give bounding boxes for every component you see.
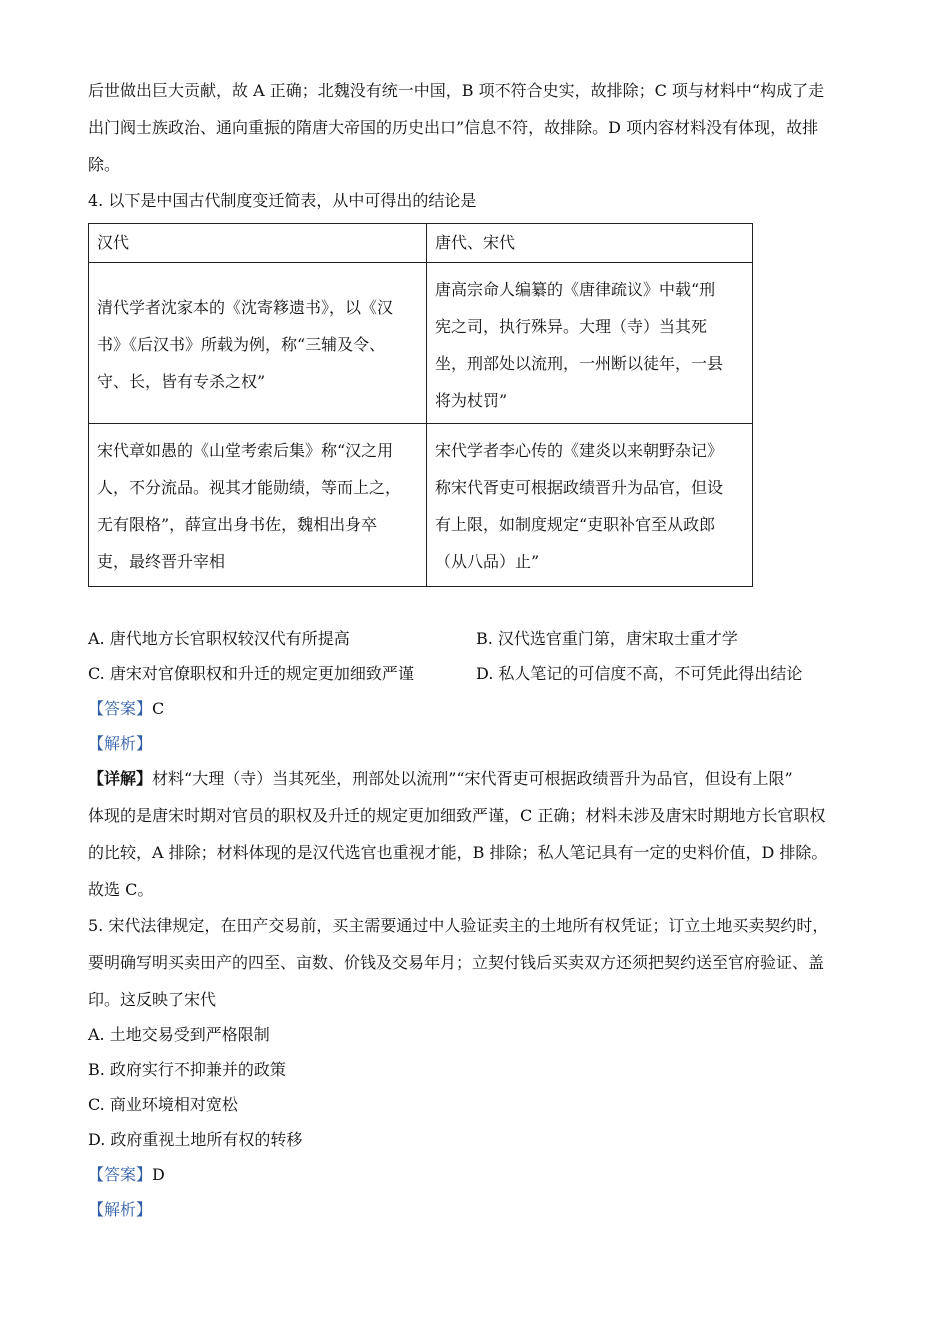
table-cell-han-1	[89, 263, 427, 424]
cell-line: 唐高宗命人编纂的《唐律疏议》中载“刑	[435, 280, 716, 299]
q5-analysis-tag: 【解析】	[88, 1200, 153, 1219]
detail-tag: 【详解】	[88, 769, 153, 788]
table-header-tang-song: 唐代、宋代	[427, 224, 753, 263]
cell-line: 有上限，如制度规定“吏职补官至从政郎	[435, 515, 716, 534]
cell-line: 书》《后汉书》所载为例，称“三辅及令、	[97, 335, 386, 354]
q4-answer	[88, 697, 868, 721]
detail-text: 材料“大理（寺）当其死坐，刑部处以流刑”“宋代胥吏可根据政绩晋升为品官，但设有上限”	[152, 769, 793, 788]
table-cell-tang-song-1	[427, 263, 753, 424]
q5-stem-line-3: 印。这反映了宋代	[88, 990, 217, 1009]
q4-comparison-table	[88, 223, 753, 587]
q4-option-d: D. 私人笔记的可信度不高，不可凭此得出结论	[476, 664, 803, 683]
q4-stem: 4. 以下是中国古代制度变迁简表，从中可得出的结论是	[88, 191, 477, 210]
intro-line-2: 出门阀士族政治、通向重振的隋唐大帝国的历史出口”信息不符，故排除。D 项内容材料没有体现，故排	[88, 118, 819, 137]
q5-option-b: B. 政府实行不抑兼并的政策	[88, 1060, 286, 1079]
q4-option-a: A. 唐代地方长官职权较汉代有所提高	[88, 629, 350, 648]
q4-detail-line-1	[88, 767, 868, 791]
q5-stem-line-2: 要明确写明买卖田产的四至、亩数、价钱及交易年月；立契付钱后买卖双方还须把契约送至官府验证、盖	[88, 953, 825, 972]
q4-detail-line-4: 故选 C。	[88, 880, 154, 899]
answer-value: D	[152, 1165, 165, 1184]
table-header-han: 汉代	[89, 224, 427, 263]
q5-answer	[88, 1163, 868, 1187]
cell-line: 将为杖罚”	[435, 391, 508, 410]
cell-line: 称宋代胥吏可根据政绩晋升为品官，但设	[435, 478, 724, 497]
cell-line: 宋代学者李心传的《建炎以来朝野杂记》	[435, 441, 724, 460]
cell-line: 吏，最终晋升宰相	[97, 552, 226, 571]
intro-line-1: 后世做出巨大贡献，故 A 正确；北魏没有统一中国，B 项不符合史实，故排除；C 项与材料中“构成了走	[88, 81, 825, 100]
q4-detail-line-3: 的比较，A 排除；材料体现的是汉代选官也重视才能，B 排除；私人笔记具有一定的史料价值，D 排除。	[88, 843, 828, 862]
table-row	[89, 424, 753, 587]
q5-option-d: D. 政府重视土地所有权的转移	[88, 1130, 303, 1149]
cell-line: 无有限格”，薛宣出身书佐，魏相出身卒	[97, 515, 378, 534]
cell-line: 清代学者沈家本的《沈寄簃遗书》，以《汉	[97, 298, 394, 317]
q4-detail-line-2: 体现的是唐宋时期对官员的职权及升迁的规定更加细致严谨，C 正确；材料未涉及唐宋时期地方长官职权	[88, 806, 826, 825]
q4-option-b: B. 汉代选官重门第，唐宋取士重才学	[476, 629, 738, 648]
cell-line: （从八品）止”	[435, 552, 540, 571]
cell-line: 守、长，皆有专杀之权”	[97, 372, 266, 391]
table-cell-han-2	[89, 424, 427, 587]
answer-tag: 【答案】	[88, 699, 153, 718]
q5-stem-line-1: 5. 宋代法律规定，在田产交易前，买主需要通过中人验证卖主的土地所有权凭证；订立土地买卖契约时，	[88, 916, 829, 935]
q4-analysis-tag: 【解析】	[88, 734, 153, 753]
table-row	[89, 263, 753, 424]
table-header-row	[89, 224, 753, 263]
q5-option-c: C. 商业环境相对宽松	[88, 1095, 238, 1114]
cell-line: 人，不分流品。视其才能勋绩，等而上之，	[97, 478, 402, 497]
answer-value: C	[152, 699, 165, 718]
cell-line: 宪之司，执行殊异。大理（寺）当其死	[435, 317, 708, 336]
q4-option-c: C. 唐宋对官僚职权和升迁的规定更加细致严谨	[88, 664, 414, 683]
cell-line: 坐，刑部处以流刑，一州断以徒年，一县	[435, 354, 724, 373]
answer-tag: 【答案】	[88, 1165, 153, 1184]
cell-line: 宋代章如愚的《山堂考索后集》称“汉之用	[97, 441, 394, 460]
table-cell-tang-song-2	[427, 424, 753, 587]
intro-line-3: 除。	[88, 155, 121, 174]
q5-option-a: A. 土地交易受到严格限制	[88, 1025, 270, 1044]
